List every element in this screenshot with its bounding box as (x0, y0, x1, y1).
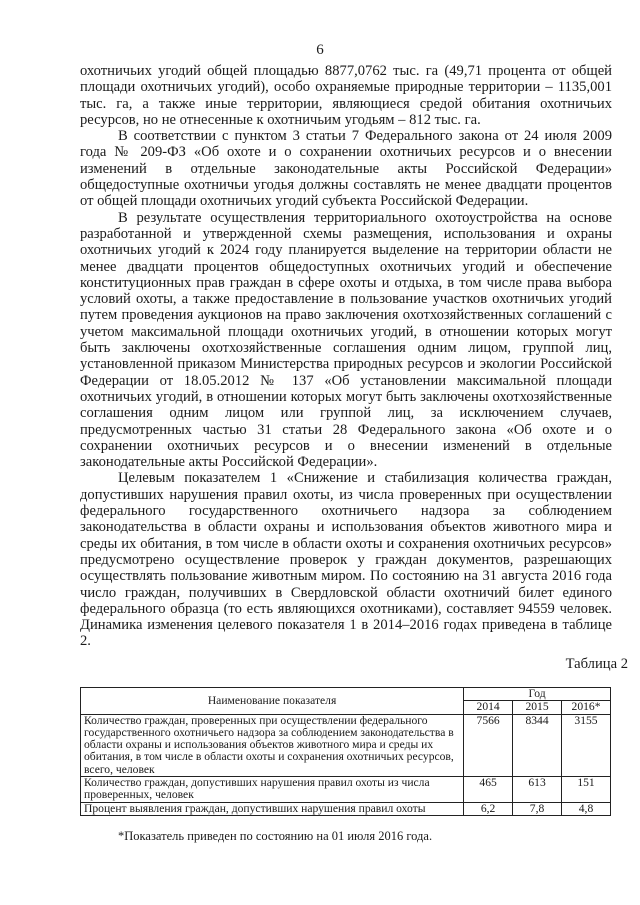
table-caption: Таблица 2 (565, 656, 628, 672)
year-cell: 2016* (562, 701, 611, 714)
page-number: 6 (316, 42, 324, 58)
paragraph: В соответствии с пунктом 3 статьи 7 Федерального закона от 24 июля 2009 года № 209-ФЗ «Об охоте и о сохранении охотничьих ресурсов и о внесении изменений в отдельные законодательные акты Российской Федерации» общедоступные охотничьи угодья должны составлять не менее двадцати процентов от общей площади охотничьих угодий субъекта Российской Федерации. (80, 128, 612, 210)
footnote: *Показатель приведен по состоянию на 01 июля 2016 года. (118, 829, 433, 843)
header-year: Год (464, 688, 611, 701)
value-cell: 613 (513, 777, 562, 803)
value-cell: 7566 (464, 714, 513, 776)
indicator-table (80, 687, 611, 816)
paragraph: Целевым показателем 1 «Снижение и стабилизация количества граждан, допустивших нарушения правил охоты, из числа проверенных при осуществлении федерального государственного охотничьего надзора за соблюдением законодательства в области охраны и использования объектов животного мира и среды их обитания, в том числе в области охоты и сохранения охотничьих ресурсов» предусмотрено осуществление проверок у граждан документов, разрешающих осуществлять пользование животным миром. По состоянию на 31 августа 2016 года число граждан, получивших в Свердловской области охотничий билет единого федерального образца (то есть являющихся охотниками), составляет 94559 человек. Динамика изменения целевого показателя 1 в 2014–2016 годах приведена в таблице 2. (80, 470, 612, 650)
table-row (81, 777, 611, 803)
value-cell: 465 (464, 777, 513, 803)
year-cell: 2015 (513, 701, 562, 714)
year-cell: 2014 (464, 701, 513, 714)
table-row (81, 802, 611, 815)
paragraph: охотничьих угодий общей площадью 8877,0762 тыс. га (49,71 процента от общей площади охотничьих угодий), особо охраняемые природные территории – 1135,001 тыс. га, а также иные территории, являющиеся средой обитания охотничьих ресурсов, но не отнесенные к охотничьим угодьям – 812 тыс. га. (80, 63, 612, 128)
row-name: Количество граждан, проверенных при осуществлении федерального государственного охотничьего надзора за соблюдением законодательства в области охраны и использования объектов животного мира и среды их обитания, в том числе в области охоты и сохранения охотничьих ресурсов, всего, человек (81, 714, 464, 776)
value-cell: 6,2 (464, 802, 513, 815)
paragraph: В результате осуществления территориального охотоустройства на основе разработанной и утвержденной схемы размещения, использования и охраны охотничьих угодий к 2024 году планируется выделение на территории области не менее двадцати процентов общедоступных охотничьих угодий и обеспечение конституционных прав граждан в сфере охоты и отдыха, в том числе права выбора условий охоты, а также предоставление в пользование участков охотничьих угодий путем проведения аукционов на право заключения охотхозяйственных соглашений с учетом максимальной площади охотничьих угодий, в отношении которых могут быть заключены охотхозяйственные соглашения одним лицом, группой лиц, установленной приказом Министерства природных ресурсов и экологии Российской Федерации от 18.05.2012 № 137 «Об установлении максимальной площади охотничьих угодий, в отношении которых могут быть заключены охотхозяйственные соглашения одним лицом или группой лиц, за исключением случаев, предусмотренных частью 31 статьи 28 Федерального закона «Об охоте и о сохранении охотничьих ресурсов и о внесении изменений в отдельные законодательные акты Российской Федерации». (80, 209, 612, 471)
value-cell: 4,8 (562, 802, 611, 815)
value-cell: 7,8 (513, 802, 562, 815)
row-name: Количество граждан, допустивших нарушения правил охоты из числа проверенных, человек (81, 777, 464, 803)
row-name: Процент выявления граждан, допустивших нарушения правил охоты (81, 802, 464, 815)
value-cell: 3155 (562, 714, 611, 776)
header-indicator-name: Наименование показателя (81, 688, 464, 715)
value-cell: 151 (562, 777, 611, 803)
table-header-row (81, 688, 611, 701)
table-row (81, 714, 611, 776)
body-text (80, 63, 612, 650)
value-cell: 8344 (513, 714, 562, 776)
